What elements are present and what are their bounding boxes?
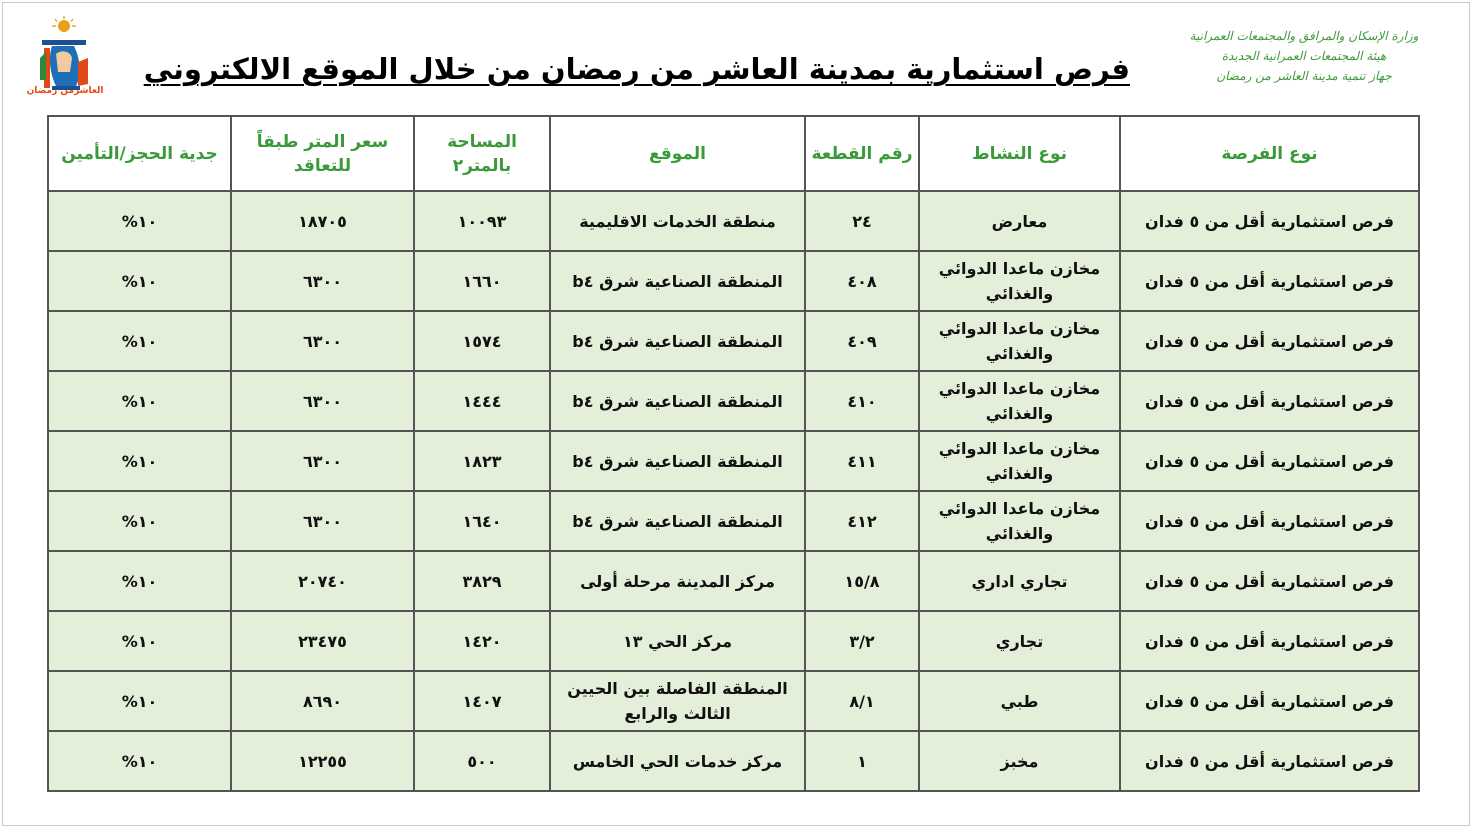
- table-row: [48, 251, 1419, 311]
- cell-location: المنطقة الفاصلة بين الحيين الثالث والرابع: [550, 671, 805, 731]
- cell-price-per-meter: ٨٦٩٠: [231, 671, 414, 731]
- cell-price-per-meter: ٦٣٠٠: [231, 491, 414, 551]
- cell-area: ١٤٤٤: [414, 371, 550, 431]
- cell-activity-type: مخبز: [919, 731, 1120, 791]
- table-row: [48, 311, 1419, 371]
- cell-activity-type: تجاري اداري: [919, 551, 1120, 611]
- cell-area: ٥٠٠: [414, 731, 550, 791]
- column-header-area: المساحة بالمتر٢: [414, 116, 550, 191]
- table-row: [48, 731, 1419, 791]
- cell-deposit: ١٠%: [48, 611, 231, 671]
- cell-price-per-meter: ١٨٧٠٥: [231, 191, 414, 251]
- column-header-plot-number: رقم القطعة: [805, 116, 919, 191]
- cell-location: منطقة الخدمات الاقليمية: [550, 191, 805, 251]
- org-authority: هيئة المجتمعات العمرانية الجديدة: [1221, 49, 1387, 63]
- cell-deposit: ١٠%: [48, 551, 231, 611]
- table-row: [48, 371, 1419, 431]
- cell-location: مركز خدمات الحي الخامس: [550, 731, 805, 791]
- cell-deposit: ١٠%: [48, 311, 231, 371]
- cell-deposit: ١٠%: [48, 671, 231, 731]
- cell-activity-type: مخازن ماعدا الدوائي والغذائي: [919, 431, 1120, 491]
- cell-plot-number: ٤١١: [805, 431, 919, 491]
- column-header-price-per-meter: سعر المتر طبقاً للتعاقد: [231, 116, 414, 191]
- cell-area: ١٠٠٩٣: [414, 191, 550, 251]
- cell-opportunity-type: فرص استثمارية أقل من ٥ فدان: [1120, 311, 1419, 371]
- cell-area: ١٨٢٣: [414, 431, 550, 491]
- cell-price-per-meter: ٦٣٠٠: [231, 431, 414, 491]
- column-header-activity-type: نوع النشاط: [919, 116, 1120, 191]
- cell-deposit: ١٠%: [48, 371, 231, 431]
- cell-plot-number: ٢٤: [805, 191, 919, 251]
- cell-plot-number: ١٥/٨: [805, 551, 919, 611]
- cell-plot-number: ٤١٢: [805, 491, 919, 551]
- cell-price-per-meter: ٦٣٠٠: [231, 311, 414, 371]
- cell-deposit: ١٠%: [48, 731, 231, 791]
- cell-location: المنطقة الصناعية شرق b٤: [550, 251, 805, 311]
- cell-plot-number: ٤٠٨: [805, 251, 919, 311]
- cell-area: ١٤٢٠: [414, 611, 550, 671]
- table-row: [48, 671, 1419, 731]
- cell-area: ١٦٦٠: [414, 251, 550, 311]
- page-title: فرص استثمارية بمدينة العاشر من رمضان من خلال الموقع الالكتروني: [143, 52, 1130, 86]
- column-header-deposit: جدية الحجز/التأمين: [48, 116, 231, 191]
- cell-opportunity-type: فرص استثمارية أقل من ٥ فدان: [1120, 191, 1419, 251]
- cell-deposit: ١٠%: [48, 491, 231, 551]
- cell-activity-type: طبي: [919, 671, 1120, 731]
- cell-opportunity-type: فرص استثمارية أقل من ٥ فدان: [1120, 671, 1419, 731]
- cell-plot-number: ٤٠٩: [805, 311, 919, 371]
- cell-location: مركز الحي ١٣: [550, 611, 805, 671]
- cell-plot-number: ١: [805, 731, 919, 791]
- cell-price-per-meter: ٢٣٤٧٥: [231, 611, 414, 671]
- cell-activity-type: معارض: [919, 191, 1120, 251]
- cell-opportunity-type: فرص استثمارية أقل من ٥ فدان: [1120, 551, 1419, 611]
- table-header-row: [48, 116, 1419, 191]
- cell-deposit: ١٠%: [48, 251, 231, 311]
- org-ministry: وزارة الإسكان والمرافق والمجتمعات العمرانية: [1189, 29, 1419, 43]
- cell-location: المنطقة الصناعية شرق b٤: [550, 491, 805, 551]
- cell-activity-type: مخازن ماعدا الدوائي والغذائي: [919, 371, 1120, 431]
- cell-plot-number: ٣/٢: [805, 611, 919, 671]
- cell-plot-number: ٨/١: [805, 671, 919, 731]
- table-row: [48, 551, 1419, 611]
- cell-opportunity-type: فرص استثمارية أقل من ٥ فدان: [1120, 611, 1419, 671]
- cell-activity-type: مخازن ماعدا الدوائي والغذائي: [919, 251, 1120, 311]
- table-row: [48, 491, 1419, 551]
- cell-price-per-meter: ٢٠٧٤٠: [231, 551, 414, 611]
- cell-location: المنطقة الصناعية شرق b٤: [550, 431, 805, 491]
- cell-plot-number: ٤١٠: [805, 371, 919, 431]
- cell-activity-type: تجاري: [919, 611, 1120, 671]
- cell-location: المنطقة الصناعية شرق b٤: [550, 311, 805, 371]
- cell-activity-type: مخازن ماعدا الدوائي والغذائي: [919, 491, 1120, 551]
- cell-opportunity-type: فرص استثمارية أقل من ٥ فدان: [1120, 491, 1419, 551]
- cell-deposit: ١٠%: [48, 431, 231, 491]
- cell-deposit: ١٠%: [48, 191, 231, 251]
- cell-opportunity-type: فرص استثمارية أقل من ٥ فدان: [1120, 371, 1419, 431]
- cell-opportunity-type: فرص استثمارية أقل من ٥ فدان: [1120, 731, 1419, 791]
- cell-location: المنطقة الصناعية شرق b٤: [550, 371, 805, 431]
- cell-activity-type: مخازن ماعدا الدوائي والغذائي: [919, 311, 1120, 371]
- table-row: [48, 611, 1419, 671]
- column-header-opportunity-type: نوع الفرصة: [1120, 116, 1419, 191]
- cell-price-per-meter: ٦٣٠٠: [231, 251, 414, 311]
- cell-opportunity-type: فرص استثمارية أقل من ٥ فدان: [1120, 251, 1419, 311]
- investment-opportunities-table: [47, 115, 1420, 792]
- cell-area: ١٦٤٠: [414, 491, 550, 551]
- cell-area: ١٤٠٧: [414, 671, 550, 731]
- table-row: [48, 191, 1419, 251]
- cell-opportunity-type: فرص استثمارية أقل من ٥ فدان: [1120, 431, 1419, 491]
- org-agency: جهاز تنمية مدينة العاشر من رمضان: [1216, 69, 1392, 83]
- cell-location: مركز المدينة مرحلة أولى: [550, 551, 805, 611]
- cell-price-per-meter: ١٢٢٥٥: [231, 731, 414, 791]
- cell-area: ١٥٧٤: [414, 311, 550, 371]
- organization-header: [1174, 26, 1434, 86]
- column-header-location: الموقع: [550, 116, 805, 191]
- cell-price-per-meter: ٦٣٠٠: [231, 371, 414, 431]
- table-row: [48, 431, 1419, 491]
- cell-area: ٣٨٢٩: [414, 551, 550, 611]
- logo-caption: العاشرمن رمضان: [26, 86, 104, 96]
